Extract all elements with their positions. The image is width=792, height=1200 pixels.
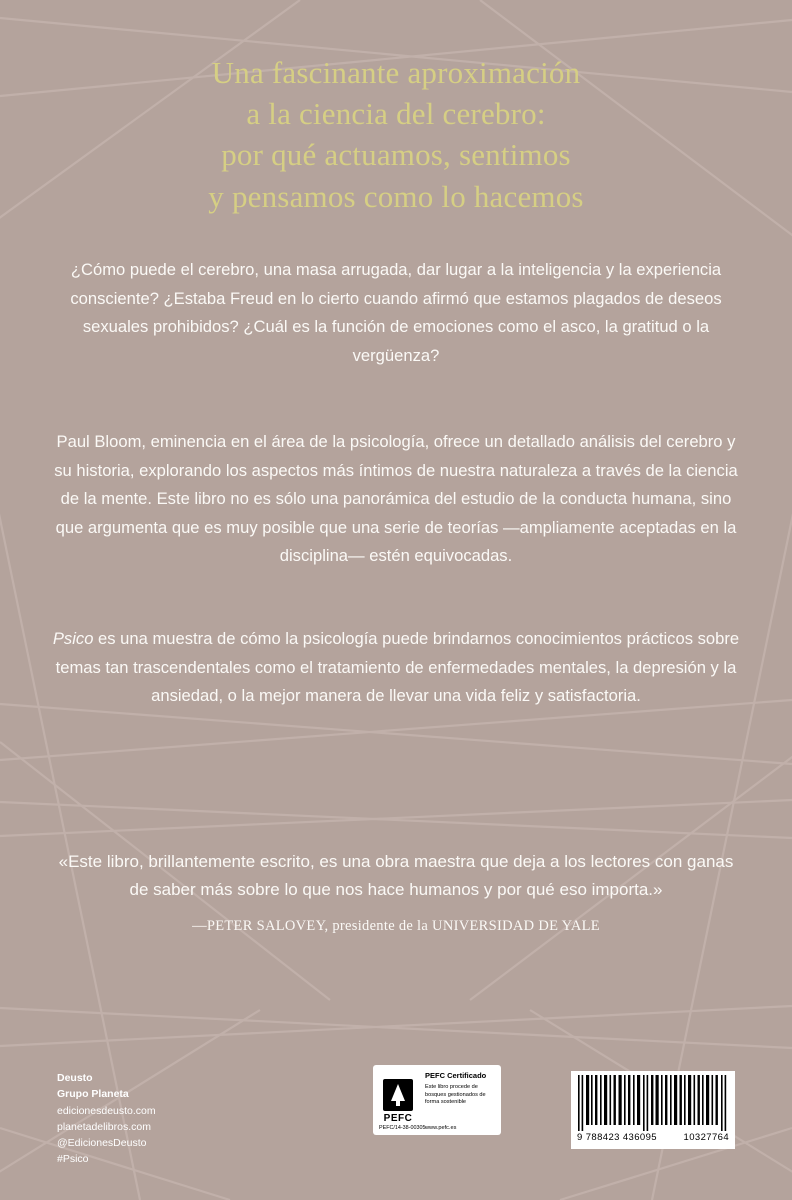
headline-line-3: por qué actuamos, sentimos (221, 137, 571, 173)
pull-quote-block (56, 848, 736, 939)
pefc-url: www.pefc.es (425, 1125, 457, 1131)
publisher-imprint: Deusto (57, 1072, 93, 1084)
pefc-brand-label: PEFC (383, 1112, 413, 1124)
headline (0, 52, 792, 217)
blurb-paragraph-1-container (46, 256, 746, 370)
pefc-code: PEFC/14-38-00305 (379, 1125, 426, 1131)
headline-line-2: a la ciencia del cerebro: (246, 96, 546, 132)
headline-line-1: Una fascinante aproximación (211, 55, 581, 90)
publisher-website-2[interactable]: planetadelibros.com (57, 1120, 151, 1133)
pefc-description: Este libro procede de bosques gestionados de forma sostenible (425, 1084, 486, 1106)
publisher-hashtag[interactable]: #Psico (57, 1153, 89, 1166)
pefc-tree-icon (383, 1079, 413, 1111)
pefc-title: PEFC Certificado (425, 1071, 487, 1080)
headline-line-4: y pensamos como lo hacemos (208, 178, 584, 214)
blurb-paragraph-1: ¿Cómo puede el cerebro, una masa arrugada, dar lugar a la inteligencia y la experiencia consciente? ¿Estaba Freud en lo cierto cuando afirmó que estamos plagados de deseos sexuales prohibidos? ¿Cuál es la función de emociones como el asco, la gratitud o la vergüenza? (70, 260, 722, 365)
blurb-paragraph-3-rest: es una muestra de cómo la psicología puede brindarnos conocimientos prácticos sobre temas tan trascendentales como el tratamiento de enfermedades mentales, la depresión y la ansiedad, o la mejor manera de llevar una vida feliz y satisfactoria. (55, 629, 740, 706)
pull-quote-text: «Este libro, brillantemente escrito, es una obra maestra que deja a los lectores con ganas de saber más sobre lo que nos hace humanos y por qué eso importa.» (58, 852, 734, 899)
barcode-numbers (576, 1131, 730, 1143)
publisher-social-handle[interactable]: @EdicionesDeusto (57, 1137, 147, 1150)
publisher-website[interactable]: edicionesdeusto.com (57, 1104, 156, 1117)
blurb-paragraph-3-container (46, 625, 746, 711)
pull-quote-attribution: —PETER SALOVEY, presidente de la UNIVERSIDAD DE YALE (192, 918, 600, 935)
book-title-italic: Psico (52, 629, 94, 648)
publisher-group: Grupo Planeta (57, 1088, 129, 1101)
barcode-side-number: 10327764 (683, 1132, 729, 1143)
pefc-text-container (423, 1065, 501, 1135)
barcode-bars (576, 1075, 730, 1131)
isbn-barcode (571, 1071, 735, 1149)
barcode-isbn-digits: 9 788423 436095 (577, 1132, 657, 1143)
publisher-block (57, 1070, 156, 1168)
pefc-certification-logo (373, 1065, 501, 1135)
blurb-paragraph-2: Paul Bloom, eminencia en el área de la psicología, ofrece un detallado análisis del cerebro y su historia, explorando los aspectos más íntimos de nuestra naturaleza a través de la ciencia de la mente. Este libro no es sólo una panorámica del estudio de la conducta humana, sino que argumenta que es muy posible que una serie de teorías —ampliamente aceptadas en la disciplina— estén equivocadas. (54, 432, 738, 566)
blurb-paragraph-2-container (46, 428, 746, 571)
blurb-paragraph-3 (46, 625, 746, 711)
